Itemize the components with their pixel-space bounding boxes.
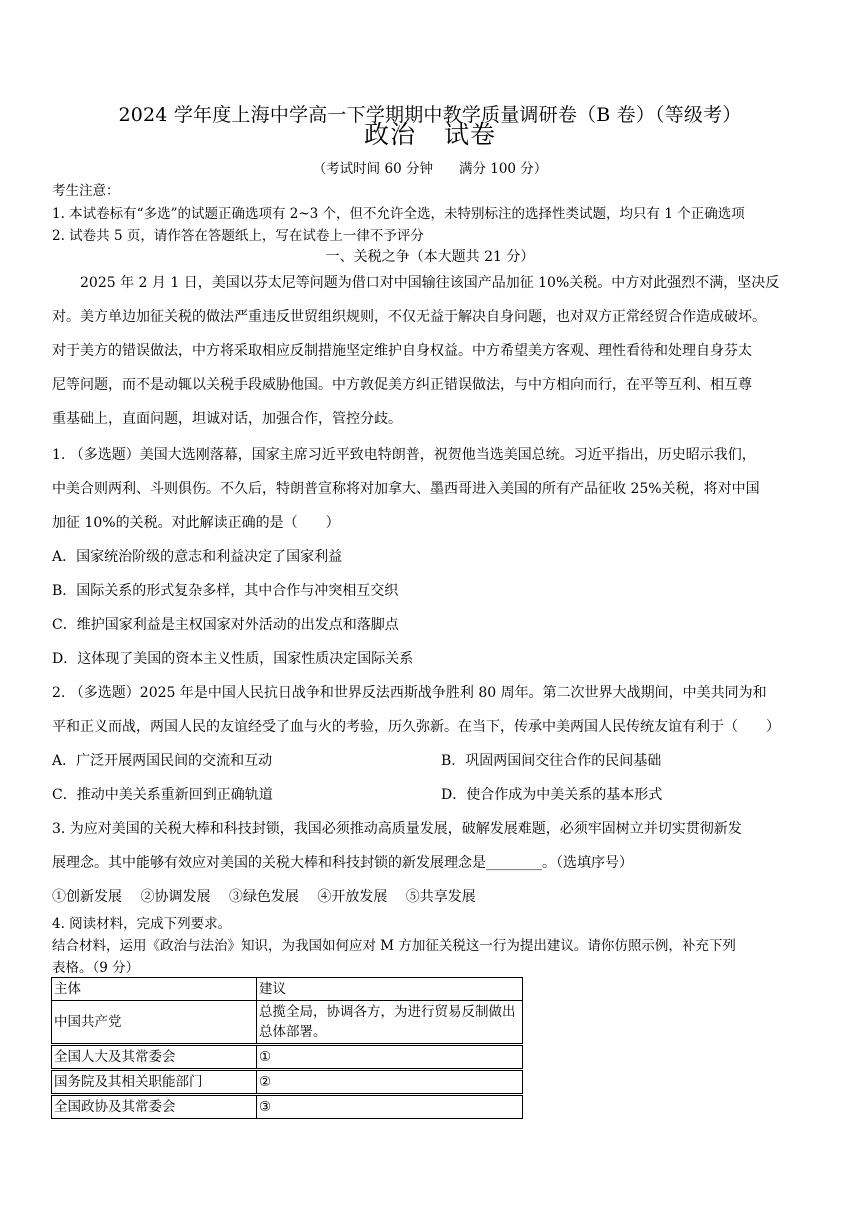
- q2-option-d: D．使合作成为中美关系的基本形式: [441, 787, 663, 803]
- passage-line: 重基础上，直面问题，坦诚对话，加强合作，管控分歧。: [52, 411, 402, 427]
- table-row: [52, 1001, 523, 1045]
- table-header-cell: 建议: [257, 978, 523, 1001]
- table-cell-subject: 中国共产党: [52, 1001, 257, 1045]
- note-item-2: 2. 试卷共 5 页，请作答在答题纸上，写在试卷上一律不予评分: [52, 228, 424, 244]
- exam-info: [0, 157, 860, 177]
- table-cell-subject: 国务院及其相关职能部门: [52, 1070, 257, 1095]
- table-cell-suggestion: ③: [257, 1095, 523, 1119]
- table-cell-subject: 全国政协及其常委会: [52, 1095, 257, 1119]
- table-header-cell: 主体: [52, 978, 257, 1001]
- section-heading: 一、关税之争（本大题共 21 分）: [325, 249, 535, 265]
- table-cell-suggestion: ②: [257, 1070, 523, 1095]
- passage-line: 2025 年 2 月 1 日，美国以芬太尼等问题为借口对中国输往该国产品加征 10%关税。中方对此强烈不满，坚决反: [80, 275, 780, 291]
- q3-stem-line: 展理念。其中能够有效应对美国的关税大棒和科技封锁的新发展理念是________。（选填序号）: [52, 855, 633, 871]
- note-item-1: 1. 本试卷标有“多选”的试题正确选项有 2~3 个，但不允许全选，未特别标注的选择性类试题，均只有 1 个正确选项: [52, 206, 745, 222]
- q1-option-c: C．维护国家利益是主权国家对外活动的出发点和落脚点: [52, 617, 399, 633]
- exam-time: （考试时间 60 分钟: [312, 161, 433, 177]
- subject-suffix: 试卷: [444, 120, 497, 149]
- table-row: [52, 1095, 523, 1119]
- table-cell-suggestion: ①: [257, 1045, 523, 1070]
- subject-title: [0, 115, 860, 151]
- q2-stem-line: 2. （多选题）2025 年是中国人民抗日战争和世界反法西斯战争胜利 80 周年。第二次世界大战期间，中美共同为和: [52, 685, 767, 701]
- q2-option-c: C．推动中美关系重新回到正确轨道: [52, 787, 273, 803]
- q3-choices: ①创新发展 ②协调发展 ③绿色发展 ④开放发展 ⑤共享发展: [52, 889, 476, 905]
- passage-line: 对。美方单边加征关税的做法严重违反世贸组织规则，不仅无益于解决自身问题，也对双方正常经贸合作造成破坏。: [52, 309, 766, 325]
- exam-title: 2024 学年度上海中学高一下学期期中教学质量调研卷（B 卷）（等级考）: [118, 104, 742, 126]
- table-header-row: [52, 978, 523, 1001]
- q3-stem-line: 3. 为应对美国的关税大棒和科技封锁，我国必须推动高质量发展，破解发展难题，必须牢固树立并切实贯彻新发: [52, 821, 742, 837]
- q1-stem-line: 中美合则两利、斗则俱伤。不久后，特朗普宣称将对加拿大、墨西哥进入美国的所有产品征收 25%关税，将对中国: [52, 481, 760, 497]
- q1-stem-line: 加征 10%的关税。对此解读正确的是（ ）: [52, 515, 340, 531]
- table-row: [52, 1045, 523, 1070]
- q4-stem-line: 4. 阅读材料，完成下列要求。: [52, 916, 232, 932]
- table-cell-suggestion: 总揽全局，协调各方，为进行贸易反制做出总体部署。: [257, 1001, 523, 1045]
- q4-stem-line: 表格。（9 分）: [52, 960, 140, 976]
- q1-stem-line: 1. （多选题）美国大选刚落幕，国家主席习近平致电特朗普，祝贺他当选美国总统。习近平指出，历史昭示我们，: [52, 447, 756, 463]
- notes-heading: 考生注意：: [52, 183, 120, 199]
- table-cell-subject: 全国人大及其常委会: [52, 1045, 257, 1070]
- q2-option-b: B．巩固两国间交往合作的民间基础: [441, 753, 662, 769]
- q1-option-b: B．国际关系的形式复杂多样，其中合作与冲突相互交织: [52, 583, 399, 599]
- suggestion-table: [51, 977, 523, 1119]
- q2-option-a: A．广泛开展两国民间的交流和互动: [52, 753, 273, 769]
- passage-line: 尼等问题，而不是动辄以关税手段威胁他国。中方敦促美方纠正错误做法，与中方相向而行，在平等互利、相互尊: [52, 377, 752, 393]
- subject-name: 政治: [363, 120, 416, 149]
- q4-stem-line: 结合材料，运用《政治与法治》知识，为我国如何应对 M 方加征关税这一行为提出建议。请你仿照示例，补充下列: [52, 938, 736, 954]
- passage-line: 对于美方的错误做法，中方将采取相应反制措施坚定维护自身权益。中方希望美方客观、理性看待和处理自身芬太: [52, 343, 752, 359]
- q1-option-d: D．这体现了美国的资本主义性质，国家性质决定国际关系: [52, 651, 414, 667]
- q2-stem-line: 平和正义而战，两国人民的友谊经受了血与火的考验，历久弥新。在当下，传承中美两国人民传统友谊有利于（ ）: [52, 719, 780, 735]
- exam-score: 满分 100 分）: [458, 161, 548, 177]
- q1-option-a: A．国家统治阶级的意志和利益决定了国家利益: [52, 549, 343, 565]
- table-row: [52, 1070, 523, 1095]
